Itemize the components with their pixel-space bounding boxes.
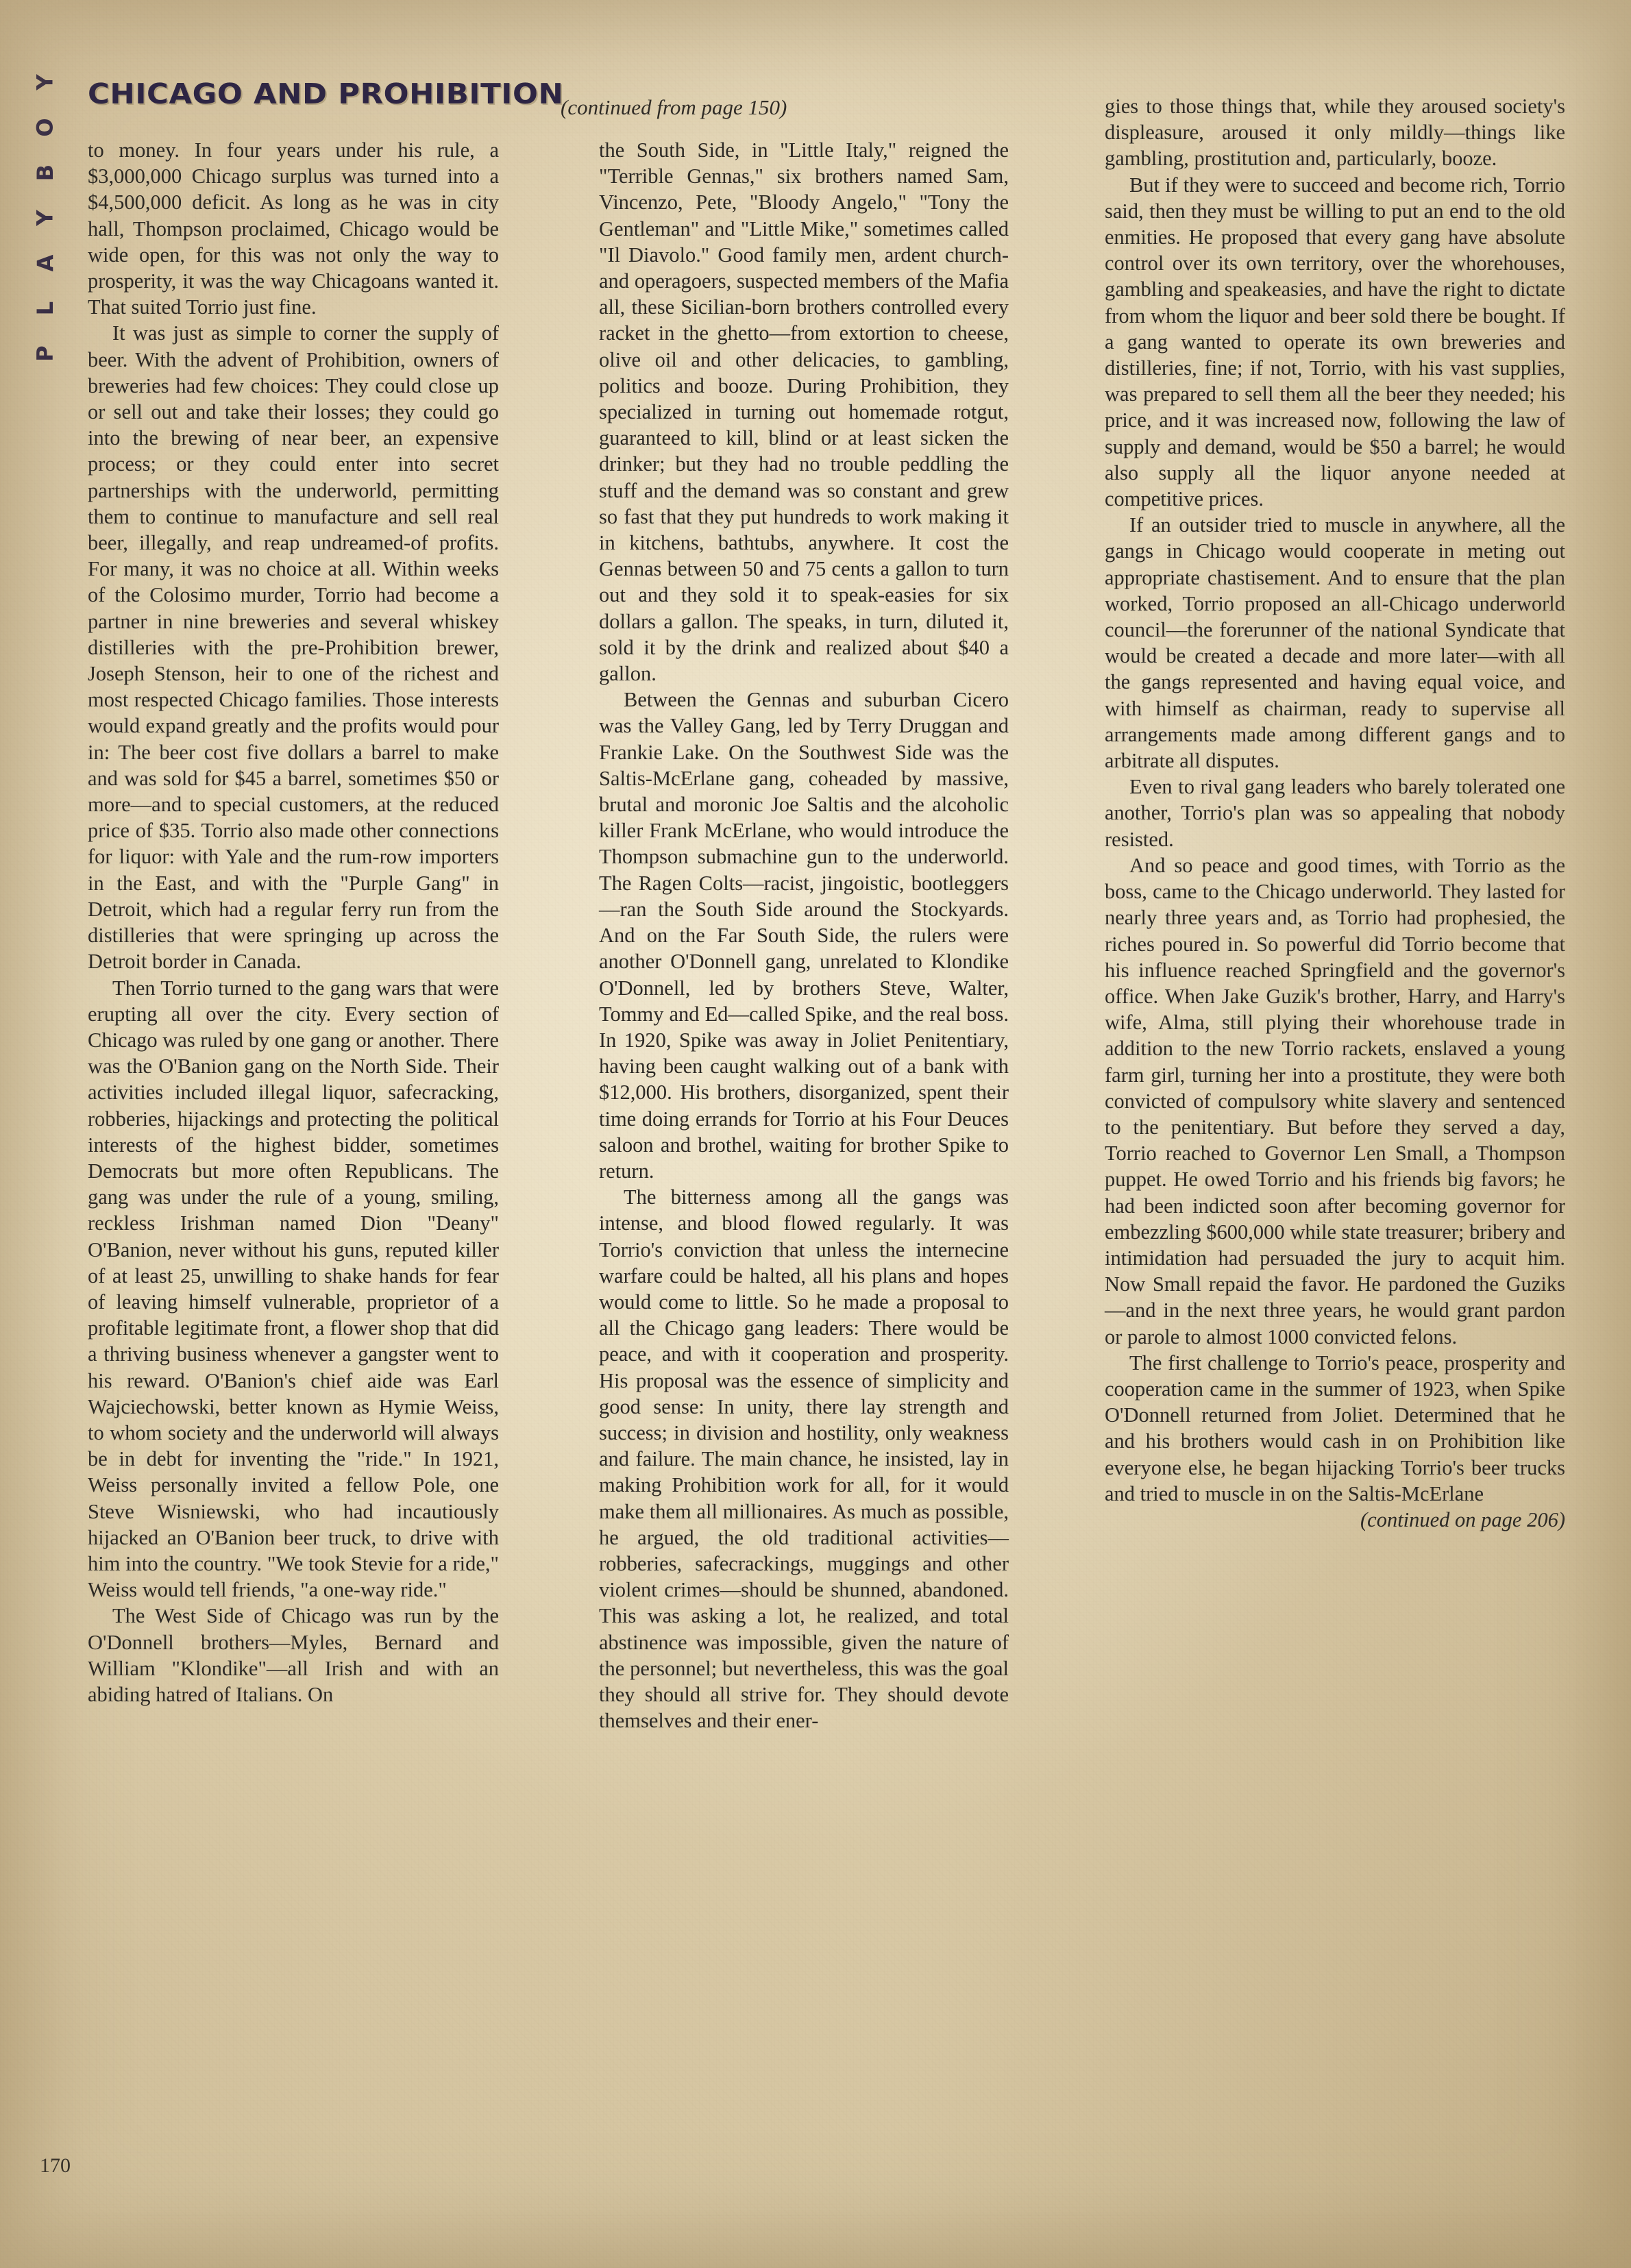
body-paragraph: The bitterness among all the gangs was intense, and blood flowed regularly. It was Torrio's conviction that unless the internecine warfare could be halted, all his plans and hopes would come to little. So he made a proposal to all the Chicago gang leaders: There would be peace, and with it cooperation and prosperity. His proposal was the essence of simplicity and good sense: In unity, there lay strength and success; in division and hostility, only weakness and failure. The main chance, he insisted, lay in making Prohibition work for all, for it would make them all millionaires. As much as possible, he argued, the old traditional activities—robberies, safecrackings, muggings and other violent crimes—should be shunned, abandoned. This was asking a lot, he realized, and total abstinence was impossible, given the nature of the personnel; but nevertheless, this was the goal they should all strive for. They should devote themselves and their ener-: [599, 1185, 1009, 1733]
continued-from-label: (continued from page 150): [561, 95, 787, 119]
body-paragraph: The first challenge to Torrio's peace, prosperity and cooperation came in the summer of 1923, when Spike O'Donnell returned from Joliet. Determined that he and his brothers would cash in on Prohibition like everyone else, he began hijacking Torrio's beer trucks and tried to muscle in on the Saltis-McErlane: [1105, 1351, 1565, 1505]
body-paragraph: the South Side, in "Little Italy," reigned the "Terrible Gennas," six brothers named Sam, Vincenzo, Pete, "Bloody Angelo," "Tony the Gentleman" and "Little Mike," sometimes called "Il Diavolo." Good family men, ardent church- and operagoers, suspected members of the Mafia all, these Sicilian-born brothers controlled every racket in the ghetto—from extortion to cheese, olive oil and other delicacies, to gambling, politics and booze. During Prohibition, they specialized in turning out homemade rotgut, guaranteed to kill, blind or at least sicken the drinker; but they had no trouble peddling the stuff and the demand was so constant and grew so fast that they put hundreds to work making it in kitchens, bathtubs, anywhere. It cost the Gennas between 50 and 75 cents a gallon to turn out and they sold it to speak-easies for six dollars a gallon. The speaks, in turn, diluted it, sold it by the drink and realized about $40 a gallon.: [599, 138, 1009, 686]
page-title: CHICAGO AND PROHIBITION: [88, 77, 564, 110]
masthead-letter: Y: [32, 210, 58, 226]
text-column-3: [1105, 93, 1565, 1533]
masthead-letter: O: [32, 118, 58, 137]
masthead-letter: Y: [32, 74, 58, 90]
body-paragraph: If an outsider tried to muscle in anywhere, all the gangs in Chicago would cooperate in meting out appropriate chastisement. And to ensure that the plan worked, Torrio proposed an all-Chicago underworld council—the forerunner of the national Syndicate that would be created a decade and more later—with all the gangs represented and having equal voice, and with himself as chairman, ready to supervise all arrangements made among different gangs and to arbitrate all disputes.: [1105, 513, 1565, 773]
text-column-1: [88, 137, 499, 1708]
continued-on-label: (continued on page 206): [1360, 1507, 1565, 1531]
body-paragraph: to money. In four years under his rule, a $3,000,000 Chicago surplus was turned into a $4,500,000 deficit. As long as he was in city hall, Thompson proclaimed, Chicago would be wide open, for this was not only the way to prosperity, it was the way Chicagoans wanted it. That suited Torrio just fine.: [88, 138, 499, 319]
body-paragraph: And so peace and good times, with Torrio as the boss, came to the Chicago underworld. They lasted for nearly three years and, as Torrio had prophesied, the riches poured in. So powerful did Torrio become that his influence reached Springfield and the governor's office. When Jake Guzik's brother, Harry, and Harry's wife, Alma, still plying their whorehouse trade in addition to the new Torrio rackets, enslaved a young farm girl, turning her into a prostitute, they were both convicted of compulsory white slavery and sentenced to the penitentiary. But before they served a day, Torrio reached to Governor Len Small, a Thompson puppet. He owed Torrio and his friends big favors; he had been indicted soon after becoming governor for embezzling $600,000 while state treasurer; bribery and intimidation had persuaded the jury to acquit him. Now Small repaid the favor. He pardoned the Guziks—and in the next three years, he would grant pardon or parole to almost 1000 convicted felons.: [1105, 853, 1565, 1348]
body-paragraph: But if they were to succeed and become rich, Torrio said, then they must be willing to put an end to the old enmities. He proposed that every gang have absolute control over its own territory, over the whorehouses, gambling and speakeasies, and have the right to dictate from whom the liquor and beer sold there be bought. If a gang wanted to operate its own breweries and distilleries, fine; if not, Torrio, with his vast supplies, was prepared to sell them all the beer they needed; his price, and it was increased now, following the law of supply and demand, would be $50 a barrel; he would also supply all the liquor anyone needed at competitive prices.: [1105, 173, 1565, 511]
body-paragraph: gies to those things that, while they aroused society's displeasure, aroused it only mildly—things like gambling, prostitution and, particularly, booze.: [1105, 95, 1565, 171]
folio-page-number: 170: [40, 2154, 71, 2177]
body-paragraph: Then Torrio turned to the gang wars that were erupting all over the city. Every section of Chicago was ruled by one gang or another. There was the O'Banion gang on the North Side. Their activities included illegal liquor, safecracking, robberies, hijackings and protecting the political interests of the highest bidder, sometimes Democrats but more often Republicans. The gang was under the rule of a young, smiling, reckless Irishman named Dion "Deany" O'Banion, never without his guns, reputed killer of at least 25, unwilling to shake hands for fear of leaving himself vulnerable, proprietor of a profitable legitimate front, a flower shop that did a thriving business whenever a gangster went to his reward. O'Banion's chief aide was Earl Wajciechowski, better known as Hymie Weiss, to whom society and the underworld will always be in debt for inventing the "ride." In 1921, Weiss personally invited a fellow Pole, one Steve Wisniewski, who had incautiously hijacked an O'Banion beer truck, to drive with him into the country. "We took Stevie for a ride," Weiss would tell friends, "a one-way ride.": [88, 976, 499, 1602]
body-paragraph: Even to rival gang leaders who barely tolerated one another, Torrio's plan was so appealing that nobody resisted.: [1105, 775, 1565, 851]
masthead-letter: B: [32, 164, 58, 182]
playboy-vertical-masthead: [23, 71, 67, 386]
body-paragraph: Between the Gennas and suburban Cicero was the Valley Gang, led by Terry Druggan and Frankie Lake. On the Southwest Side was the Saltis-McErlane gang, coheaded by massive, brutal and moronic Joe Saltis and the alcoholic killer Frank McErlane, who would introduce the Thompson submachine gun to the underworld. The Ragen Colts—racist, jingoistic, bootleggers—ran the South Side around the Stockyards. And on the Far South Side, the rulers were another O'Donnell gang, unrelated to Klondike O'Donnell, led by brothers Steve, Walter, Tommy and Ed—called Spike, and the real boss. In 1920, Spike was away in Joliet Penitentiary, having been caught walking out of a bank with $12,000. His brothers, disorganized, spent their time doing errands for Torrio at his Four Deuces saloon and brothel, waiting for brother Spike to return.: [599, 688, 1009, 1183]
masthead-letter: L: [32, 301, 58, 316]
masthead-letter: P: [32, 345, 58, 362]
masthead-letter: A: [32, 254, 58, 272]
body-paragraph: It was just as simple to corner the supply of beer. With the advent of Prohibition, owners of breweries had few choices: They could close up or sell out and take their losses; they could go into the brewing of near beer, an expensive process; or they could enter into secret partnerships with the underworld, permitting them to continue to manufacture and sell real beer, illegally, and reap undreamed-of profits. For many, it was no choice at all. Within weeks of the Colosimo murder, Torrio had become a partner in nine breweries and several whiskey distilleries with the pre-Prohibition brewer, Joseph Stenson, heir to one of the richest and most respected Chicago families. Those interests would expand greatly and the profits would pour in: The beer cost five dollars a barrel to make and was sold for $45 a barrel, sometimes $50 or more—and to special customers, at the reduced price of $35. Torrio also made other connections for liquor: with Yale and the rum-row importers in the East, and with the "Purple Gang" in Detroit, which had a regular ferry run from the distilleries that were springing up across the Detroit border in Canada.: [88, 321, 499, 974]
body-paragraph: The West Side of Chicago was run by the O'Donnell brothers—Myles, Bernard and William "Klondike"—all Irish and with an abiding hatred of Italians. On: [88, 1604, 499, 1706]
text-column-2: [599, 137, 1009, 1734]
